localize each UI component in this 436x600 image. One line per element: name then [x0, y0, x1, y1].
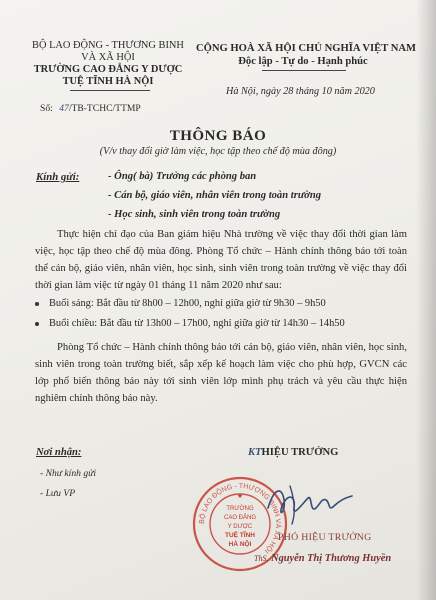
- signature-heading: [248, 447, 338, 458]
- seal-line: HÀ NỘI: [228, 541, 252, 548]
- handwritten-signature: [260, 478, 360, 528]
- ministry-name-line1: BỘ LAO ĐỘNG - THƯƠNG BINH: [32, 40, 184, 51]
- seal-line: TUỆ TĨNH: [225, 532, 255, 539]
- sign-prefix: KT: [248, 447, 262, 458]
- recipient-item: - Ông( bà) Trưởng các phòng ban: [108, 171, 257, 182]
- paragraph-text: Thực hiện chỉ đạo của Ban giám hiệu Nhà trường về việc thay đổi thời gian làm việc, học tập theo chế độ mùa đông. Phòng Tổ chức – Hành chính thông báo tới toàn thể cán bộ, giáo viên, nhân viên, học sinh, sinh viên trong toàn trường về việc thay đổi thời gian làm việc từ ngày 01 tháng 11 năm 2020 như sau:: [35, 229, 407, 291]
- body-paragraph-1: [35, 226, 407, 294]
- footer-recipient-item: - Như kính gửi: [40, 468, 97, 479]
- header-right: [196, 42, 417, 68]
- bullet-text: Buổi sáng: Bắt đầu từ 8h00 – 12h00, nghỉ giữa giờ từ 9h30 – 9h50: [49, 298, 326, 309]
- schedule-morning: [35, 298, 326, 309]
- page-shadow: [416, 0, 436, 600]
- recipient-item: - Cán bộ, giáo viên, nhân viên trong toàn trường: [108, 190, 322, 201]
- paragraph-text: Phòng Tổ chức – Hành chính thông báo tới cán bộ, giáo viên, nhân viên, học sinh, sinh viên trong toàn trường biết, sắp xếp kế hoạch làm việc cho phù hợp, GVCN các lớp phổ biến thông báo này tới sinh viên lớp mình phụ trách và yêu cầu thực hiện nghiêm chỉnh thông báo này.: [35, 342, 407, 404]
- seal-star-icon: ★: [236, 492, 244, 500]
- sign-title: HIỆU TRƯỞNG: [261, 447, 339, 458]
- bullet-text: Buổi chiều: Bắt đầu từ 13h00 – 17h00, nghỉ giữa giờ từ 14h30 – 14h50: [49, 318, 345, 329]
- doc-number-value: 47: [59, 103, 69, 114]
- school-name-line1: TRƯỜNG CAO ĐẲNG Y DƯỢC: [33, 64, 183, 75]
- bullet-icon: [35, 302, 39, 306]
- document-subtitle: (V/v thay đổi giờ làm việc, học tập theo chế độ mùa đông): [99, 146, 337, 157]
- school-name-line2: TUỆ TĨNH HÀ NỘI: [62, 76, 154, 87]
- recipient-item: - Học sinh, sinh viên trong toàn trường: [108, 209, 281, 220]
- doc-number-code: /TB-TCHC/TTMP: [68, 103, 141, 114]
- seal-line: Y DƯỢC: [227, 524, 253, 530]
- document-date: Hà Nội, ngày 28 tháng 10 năm 2020: [226, 86, 375, 97]
- document-number: [40, 103, 141, 114]
- national-motto: Độc lập - Tự do - Hạnh phúc: [238, 56, 368, 67]
- body-paragraph-2: [35, 339, 407, 407]
- header-left: [18, 40, 198, 88]
- country-name: CỘNG HOÀ XÃ HỘI CHỦ NGHĨA VIỆT NAM: [196, 43, 417, 54]
- header-left-underline: [70, 90, 150, 91]
- schedule-afternoon: [35, 318, 345, 329]
- deputy-title: PHÓ HIỆU TRƯỞNG: [278, 532, 372, 543]
- seal-line: TRƯỜNG: [226, 506, 254, 512]
- footer-recipient-item: - Lưu VP: [40, 488, 76, 499]
- motto-underline: [262, 70, 346, 71]
- ministry-name-line2: VÀ XÃ HỘI: [81, 52, 135, 63]
- document-title: THÔNG BÁO: [169, 128, 267, 144]
- signer-name-text: Nguyễn Thị Thương Huyền: [271, 553, 392, 564]
- signer-name: [254, 553, 391, 564]
- bullet-icon: [35, 322, 39, 326]
- seal-line: CAO ĐẲNG: [223, 515, 257, 521]
- recipients-label: Kính gửi:: [36, 171, 80, 183]
- footer-recipients-label: Nơi nhận:: [36, 447, 82, 458]
- doc-number-label: Số:: [40, 103, 53, 114]
- signer-degree: ThS.: [254, 554, 269, 563]
- seal-ring-text: BỘ LAO ĐỘNG - THƯƠNG BINH VÀ XÃ HỘI: [198, 482, 282, 555]
